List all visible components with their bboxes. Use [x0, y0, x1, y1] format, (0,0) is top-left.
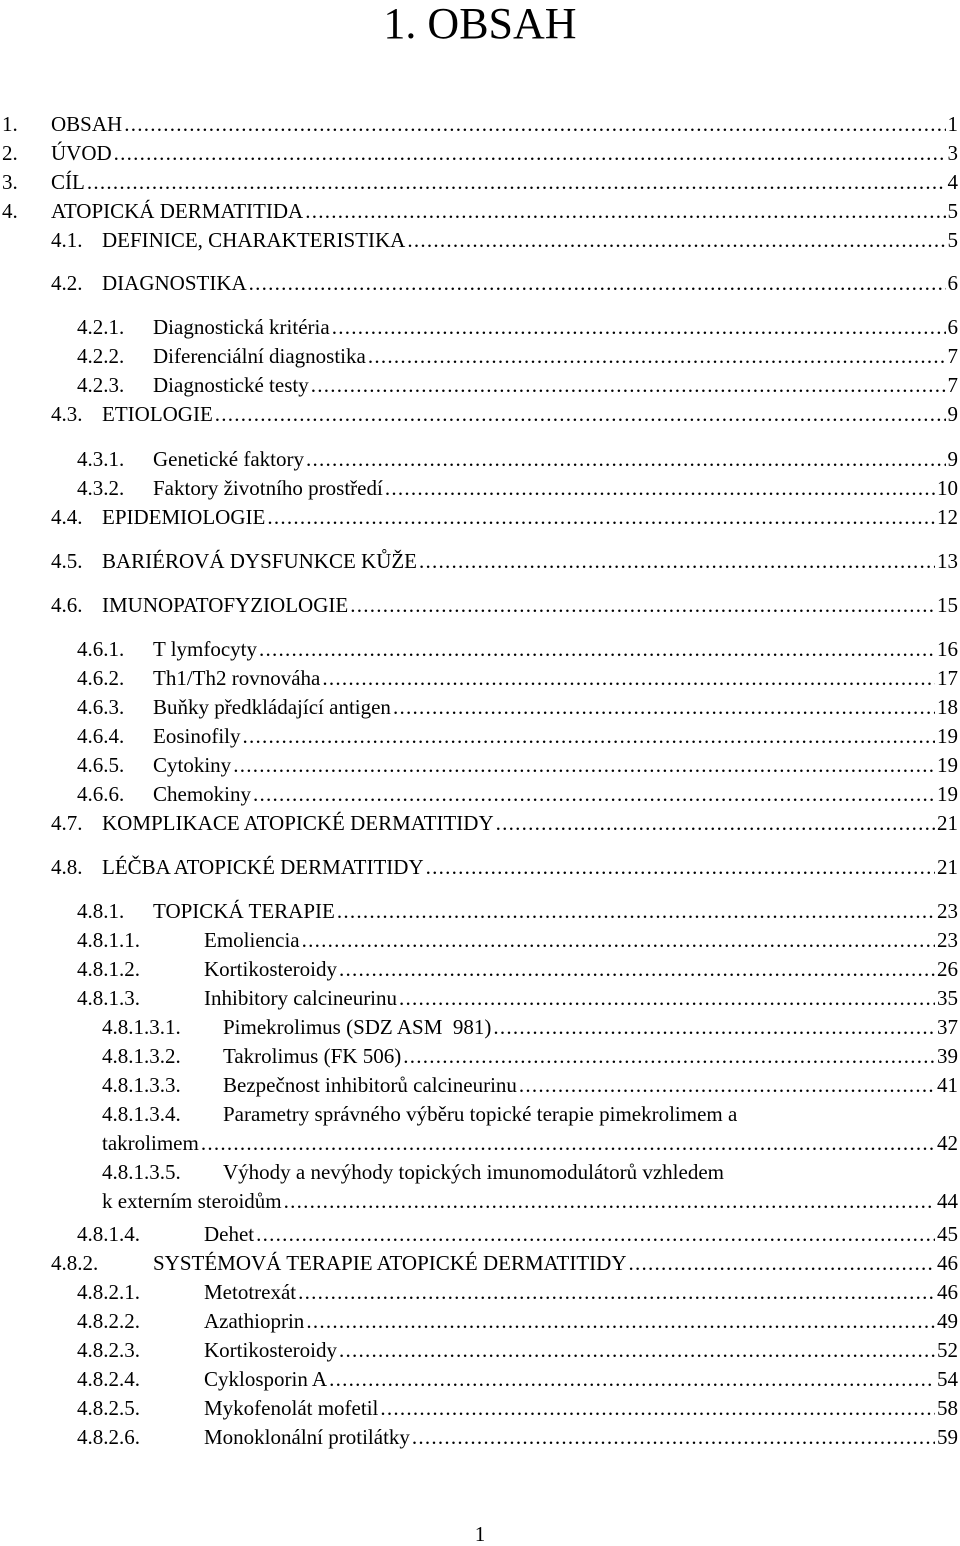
dot-leader: [426, 854, 935, 880]
toc-entry[interactable]: [77, 1366, 958, 1392]
dot-leader: [407, 227, 945, 253]
toc-entry[interactable]: [2, 198, 958, 224]
toc-entry-page: 46: [937, 1251, 958, 1275]
toc-entry-page: 46: [937, 1280, 958, 1304]
toc-entry-page: 13: [937, 549, 958, 573]
toc-entry-title: Th1/Th2 rovnováha: [153, 666, 321, 690]
dot-leader: [306, 1308, 935, 1334]
dot-leader: [419, 548, 935, 574]
toc-entry-page: 15: [937, 593, 958, 617]
toc-entry[interactable]: [77, 985, 958, 1011]
toc-entry-number: 4.8.1.3.: [77, 986, 140, 1010]
toc-entry-number: 4.5.: [51, 549, 83, 573]
toc-entry-page: 6: [947, 315, 958, 339]
toc-entry-page: 21: [937, 855, 958, 879]
toc-entry-page: 9: [947, 447, 958, 471]
dot-leader: [350, 592, 935, 618]
page-title: 1. OBSAH: [383, 0, 577, 48]
toc-entry-page: 37: [937, 1015, 958, 1039]
toc-entry-page: 12: [937, 505, 958, 529]
toc-entry-page: 7: [947, 344, 958, 368]
toc-entry[interactable]: [77, 636, 958, 662]
toc-entry-number: 4.3.1.: [77, 447, 125, 471]
toc-entry-number: 4.6.2.: [77, 666, 125, 690]
toc-entry[interactable]: [77, 781, 958, 807]
toc-entry-title: Kortikosteroidy: [204, 1338, 337, 1362]
toc-entry-number: 4.8.2.1.: [77, 1280, 140, 1304]
toc-entry-number: 4.6.3.: [77, 695, 125, 719]
toc-entry-title: ETIOLOGIE: [102, 402, 213, 426]
dot-leader: [253, 781, 935, 807]
toc-entry-number: 4.8.: [51, 855, 83, 879]
dot-leader: [332, 314, 946, 340]
dot-leader: [385, 475, 935, 501]
toc-entry-title: Metotrexát: [204, 1280, 297, 1304]
toc-entry[interactable]: [51, 810, 958, 836]
dot-leader: [259, 636, 935, 662]
toc-entry-number: 4.8.2.: [51, 1251, 99, 1275]
toc-entry-number: 4.8.1.3.4.: [102, 1102, 181, 1126]
dot-leader: [267, 504, 935, 530]
dot-leader: [87, 169, 946, 195]
toc-entry-page: 35: [937, 986, 958, 1010]
toc-entry-page: 10: [937, 476, 958, 500]
toc-entry-number: 4.8.2.3.: [77, 1338, 140, 1362]
toc-entry-title: Výhody a nevýhody topických imunomodulátorů vzhledem: [223, 1160, 724, 1184]
toc-entry-title: IMUNOPATOFYZIOLOGIE: [102, 593, 349, 617]
toc-entry-page: 6: [947, 271, 958, 295]
toc-entry-title: Diferenciální diagnostika: [153, 344, 366, 368]
toc-entry[interactable]: [77, 665, 958, 691]
dot-leader: [201, 1130, 935, 1156]
dot-leader: [412, 1424, 935, 1450]
toc-entry[interactable]: [77, 956, 958, 982]
dot-leader: [114, 140, 946, 166]
dot-leader: [256, 1221, 935, 1247]
toc-entry-number: 4.8.2.5.: [77, 1396, 140, 1420]
toc-entry-page: 39: [937, 1044, 958, 1068]
toc-entry-number: 4.8.1.3.5.: [102, 1160, 181, 1184]
toc-entry-number: 4.8.1.3.3.: [102, 1073, 181, 1097]
dot-leader: [399, 985, 935, 1011]
toc-entry-title: Cytokiny: [153, 753, 232, 777]
toc-entry-title: BARIÉROVÁ DYSFUNKCE KŮŽE: [102, 549, 418, 573]
dot-leader: [249, 270, 946, 296]
toc-entry-page: 5: [947, 228, 958, 252]
toc-entry-number: 4.8.1.3.2.: [102, 1044, 181, 1068]
toc-entry[interactable]: [102, 1072, 958, 1098]
toc-entry-number: 4.2.2.: [77, 344, 125, 368]
toc-entry-title: Pimekrolimus (SDZ ASM 981): [223, 1015, 492, 1039]
toc-entry[interactable]: [77, 343, 958, 369]
toc-entry-number: 4.8.1.1.: [77, 928, 140, 952]
toc-entry[interactable]: [2, 111, 958, 137]
toc-entry-title: Cyklosporin A: [204, 1367, 328, 1391]
toc-entry-title: DEFINICE, CHARAKTERISTIKA: [102, 228, 406, 252]
toc-entry-page: 1: [947, 112, 958, 136]
toc-entry[interactable]: [51, 401, 958, 427]
toc-entry-page: 19: [937, 724, 958, 748]
toc-entry-number: 3.: [2, 170, 18, 194]
toc-entry-page: 54: [937, 1367, 958, 1391]
toc-entry-page: 23: [937, 899, 958, 923]
toc-entry-number: 4.8.1.2.: [77, 957, 140, 981]
toc-entry-number: 4.3.2.: [77, 476, 125, 500]
toc-entry-page: 44: [937, 1189, 958, 1213]
toc-entry-number: 1.: [2, 112, 18, 136]
toc-entry-title: Buňky předkládající antigen: [153, 695, 391, 719]
dot-leader: [393, 694, 935, 720]
dot-leader: [124, 111, 945, 137]
dot-leader: [243, 723, 936, 749]
toc-entry-title: Monoklonální protilátky: [204, 1425, 410, 1449]
toc-entry-page: 42: [937, 1131, 958, 1155]
toc-entry-title: ÚVOD: [51, 141, 112, 165]
dot-leader: [403, 1043, 935, 1069]
toc-entry[interactable]: [77, 1424, 958, 1450]
toc-entry-page: 45: [937, 1222, 958, 1246]
dot-leader: [339, 956, 935, 982]
dot-leader: [339, 1337, 935, 1363]
toc-entry-number: 4.6.: [51, 593, 83, 617]
toc-entry-page: 19: [937, 782, 958, 806]
toc-entry-number: 4.1.: [51, 228, 83, 252]
toc-entry-title: Diagnostická kritéria: [153, 315, 330, 339]
toc-entry-number: 4.8.2.4.: [77, 1367, 140, 1391]
toc-entry[interactable]: [77, 898, 958, 924]
toc-entry-page: 4: [947, 170, 958, 194]
toc-entry-title-continuation: k externím steroidům: [102, 1189, 282, 1213]
toc-entry[interactable]: [77, 694, 958, 720]
toc-entry[interactable]: [77, 1279, 958, 1305]
dot-leader: [215, 401, 946, 427]
toc-entry[interactable]: [77, 1221, 958, 1247]
dot-leader: [329, 1366, 935, 1392]
dot-leader: [311, 372, 946, 398]
toc-entry[interactable]: [102, 1014, 958, 1040]
dot-leader: [306, 446, 945, 472]
dot-leader: [380, 1395, 935, 1421]
dot-leader: [629, 1250, 936, 1276]
dot-leader: [322, 665, 935, 691]
toc-entry-page: 59: [937, 1425, 958, 1449]
toc-entry-title: Dehet: [204, 1222, 255, 1246]
toc-entry[interactable]: [51, 592, 958, 618]
toc-entry[interactable]: [77, 1395, 958, 1421]
dot-leader: [368, 343, 946, 369]
dot-leader: [496, 810, 935, 836]
toc-entry-title: CÍL: [51, 170, 85, 194]
toc-entry-title: TOPICKÁ TERAPIE: [153, 899, 335, 923]
toc-entry[interactable]: [102, 1159, 958, 1217]
dot-leader: [302, 927, 935, 953]
toc-entry-page: 16: [937, 637, 958, 661]
toc-entry[interactable]: [77, 927, 958, 953]
toc-entry-page: 9: [947, 402, 958, 426]
toc-entry-page: 18: [937, 695, 958, 719]
toc-entry[interactable]: [51, 504, 958, 530]
toc-entry[interactable]: [77, 314, 958, 340]
toc-entry[interactable]: [51, 270, 958, 296]
toc-entry-title: DIAGNOSTIKA: [102, 271, 247, 295]
toc-entry[interactable]: [51, 227, 958, 253]
toc-entry[interactable]: [102, 1101, 958, 1159]
toc-entry-page: 21: [937, 811, 958, 835]
toc-entry-title: Bezpečnost inhibitorů calcineurinu: [223, 1073, 517, 1097]
toc-entry-number: 4.6.6.: [77, 782, 125, 806]
page-number: 1: [474, 1522, 486, 1546]
toc-entry-page: 17: [937, 666, 958, 690]
toc-entry-page: 3: [947, 141, 958, 165]
toc-entry[interactable]: [77, 1308, 958, 1334]
toc-entry-page: 26: [937, 957, 958, 981]
toc-entry-page: 41: [937, 1073, 958, 1097]
toc-entry[interactable]: [2, 140, 958, 166]
toc-entry-title: KOMPLIKACE ATOPICKÉ DERMATITIDY: [102, 811, 494, 835]
toc-entry-number: 4.3.: [51, 402, 83, 426]
toc-entry[interactable]: [77, 723, 958, 749]
toc-entry[interactable]: [77, 475, 958, 501]
toc-entry-title: Genetické faktory: [153, 447, 305, 471]
toc-entry-page: 49: [937, 1309, 958, 1333]
toc-entry[interactable]: [77, 752, 958, 778]
toc-entry-number: 4.6.5.: [77, 753, 125, 777]
dot-leader: [493, 1014, 935, 1040]
dot-leader: [284, 1188, 935, 1214]
toc-entry-title: Kortikosteroidy: [204, 957, 337, 981]
toc-entry-page: 19: [937, 753, 958, 777]
toc-entry-title: OBSAH: [51, 112, 123, 136]
toc-entry-page: 23: [937, 928, 958, 952]
toc-entry-number: 4.8.1.: [77, 899, 125, 923]
toc-entry-page: 58: [937, 1396, 958, 1420]
dot-leader: [305, 198, 945, 224]
toc-entry-title: Diagnostické testy: [153, 373, 309, 397]
toc-entry[interactable]: [51, 548, 958, 574]
toc-entry[interactable]: [2, 169, 958, 195]
toc-entry-title: ATOPICKÁ DERMATITIDA: [51, 199, 304, 223]
toc-entry-title: Chemokiny: [153, 782, 251, 806]
toc-entry-number: 4.8.1.4.: [77, 1222, 140, 1246]
toc-entry-number: 2.: [2, 141, 18, 165]
toc-entry-title: Azathioprin: [204, 1309, 305, 1333]
toc-entry-number: 4.8.1.3.1.: [102, 1015, 181, 1039]
toc-entry-title: Faktory životního prostředí: [153, 476, 383, 500]
dot-leader: [233, 752, 935, 778]
toc-entry-number: 4.4.: [51, 505, 83, 529]
toc-entry-title: LÉČBA ATOPICKÉ DERMATITIDY: [102, 855, 424, 879]
dot-leader: [298, 1279, 935, 1305]
toc-entry-title: T lymfocyty: [153, 637, 258, 661]
toc-entry-title: Mykofenolát mofetil: [204, 1396, 379, 1420]
toc-entry[interactable]: [77, 372, 958, 398]
toc-entry-number: 4.7.: [51, 811, 83, 835]
toc-entry[interactable]: [51, 1250, 958, 1276]
toc-entry[interactable]: [77, 446, 958, 472]
toc-entry-number: 4.6.1.: [77, 637, 125, 661]
toc-entry-page: 5: [947, 199, 958, 223]
toc-entry-page: 52: [937, 1338, 958, 1362]
toc-entry-number: 4.6.4.: [77, 724, 125, 748]
toc-entry-number: 4.8.2.6.: [77, 1425, 140, 1449]
toc-entry-title: Inhibitory calcineurinu: [204, 986, 398, 1010]
toc-entry[interactable]: [102, 1043, 958, 1069]
toc-entry-page: 7: [947, 373, 958, 397]
toc-entry-title: Takrolimus (FK 506): [223, 1044, 402, 1068]
toc-entry-title: EPIDEMIOLOGIE: [102, 505, 266, 529]
toc-entry-title: Parametry správného výběru topické terapie pimekrolimem a: [223, 1102, 738, 1126]
toc-entry-number: 4.: [2, 199, 18, 223]
dot-leader: [519, 1072, 935, 1098]
toc-entry[interactable]: [77, 1337, 958, 1363]
toc-entry-title-continuation: takrolimem: [102, 1131, 199, 1155]
toc-entry-title: Emoliencia: [204, 928, 300, 952]
dot-leader: [337, 898, 935, 924]
toc-entry[interactable]: [51, 854, 958, 880]
toc-entry-number: 4.2.1.: [77, 315, 125, 339]
toc-entry-title: Eosinofily: [153, 724, 241, 748]
toc-entry-title: SYSTÉMOVÁ TERAPIE ATOPICKÉ DERMATITIDY: [153, 1251, 627, 1275]
toc-entry-number: 4.2.: [51, 271, 83, 295]
toc-entry-number: 4.8.2.2.: [77, 1309, 140, 1333]
toc-entry-number: 4.2.3.: [77, 373, 125, 397]
